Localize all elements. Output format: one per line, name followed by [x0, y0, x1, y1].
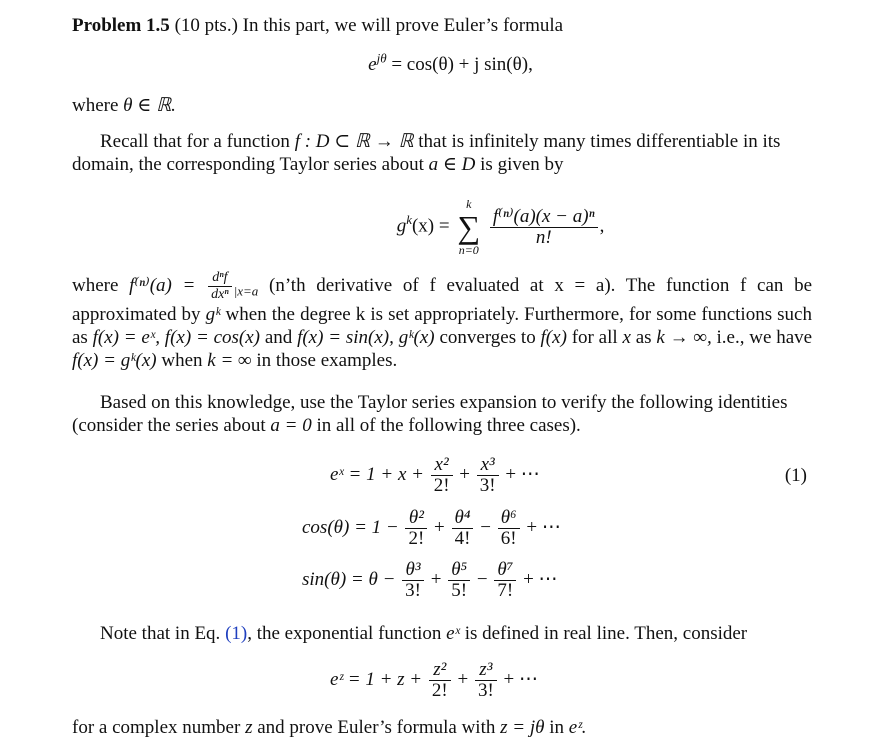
example-sin: f(x) = sin(x),	[297, 327, 394, 348]
complex-term-2	[475, 660, 497, 701]
note-ex: eˣ	[446, 623, 460, 644]
complex-t1-den: 2!	[431, 680, 448, 701]
exp-t2-num: x³	[477, 455, 499, 476]
problem-title: Problem 1.5	[72, 15, 170, 36]
final-text-1: for a complex number	[72, 717, 241, 738]
deriv-fn-a: f⁽ⁿ⁾(a) =	[129, 274, 196, 296]
note-paragraph	[72, 622, 812, 645]
conv-text: converges to	[439, 327, 536, 348]
cos-term-1	[405, 508, 427, 549]
cos-series: cos(θ) = 1 − $\frac{\text{θ²}}{2!}$ + $\frac{\text{θ⁴}}{4!}$ − $\frac{\text{θ⁶}}{6!}$ + ⋯	[302, 507, 561, 549]
equation-reference-link[interactable]: (1)	[225, 623, 248, 644]
complex-t2-num: z³	[475, 660, 497, 681]
sin-term-1	[402, 560, 424, 601]
cos-t3-den: 6!	[500, 528, 517, 549]
note-text-2: , the exponential function	[247, 623, 442, 644]
final-z: z	[245, 717, 253, 738]
equality-text: f(x) = gᵏ(x)	[72, 350, 157, 371]
euler-rhs: = cos(θ) + j sin(θ),	[391, 54, 533, 75]
note-text-3: is defined in real line. Then, consider	[464, 623, 748, 644]
equation-number: (1)	[784, 465, 807, 486]
function-signature: f : D ⊂ ℝ → ℝ	[294, 131, 414, 152]
based-text-2: in all of the following three cases).	[316, 415, 581, 436]
based-text-1: Based on this knowledge, use the Taylor series expansion to verify the following identities (consider the series about	[72, 392, 788, 436]
as-text: as	[635, 327, 652, 348]
deriv-eval: |x=a	[233, 283, 259, 299]
conv-fx: f(x)	[540, 327, 567, 348]
exp-t1-num: x²	[431, 455, 453, 476]
problem-header	[72, 14, 812, 37]
cos-term-2	[452, 508, 474, 549]
sin-series: sin(θ) = θ − $\frac{\text{θ³}}{3!}$ + $\frac{\text{θ⁵}}{5!}$ − $\frac{\text{θ⁷}}{7!}$ + ⋯	[302, 559, 558, 601]
cos-t2-den: 4!	[454, 528, 471, 549]
exp-t1-den: 2!	[433, 475, 450, 496]
deriv-gk: gᵏ	[205, 304, 221, 325]
sin-term-2	[448, 560, 470, 601]
final-line	[72, 716, 812, 739]
ie-text: i.e., we have	[716, 327, 813, 348]
exp-term-2	[477, 455, 499, 496]
recall-text-1: Recall that for a function	[100, 131, 290, 152]
deriv-den: dxⁿ	[211, 287, 229, 302]
exp-lhs: eˣ = 1 + x +	[330, 463, 424, 485]
exp-tail: + ⋯	[505, 463, 540, 485]
theta-domain: θ ∈ ℝ.	[123, 95, 176, 116]
forall-text: for all	[571, 327, 618, 348]
forall-x: x	[622, 327, 631, 348]
summation-symbol: k ∑ n=0	[457, 197, 481, 257]
exp-term-1	[431, 455, 453, 496]
problem-points: (10 pts.)	[174, 15, 238, 36]
sin-t2-den: 5!	[451, 580, 468, 601]
note-text-1: Note that in Eq.	[100, 623, 221, 644]
deriv-where: where	[72, 274, 119, 296]
sin-t3-num: θ⁷	[494, 560, 516, 581]
complex-tail: + ⋯	[503, 668, 538, 690]
when-text: when	[161, 350, 203, 371]
euler-lhs-exp: jθ	[376, 50, 387, 66]
derivative-fraction	[208, 270, 232, 303]
deriv-num: dⁿf	[208, 270, 232, 287]
a-equals-zero: a = 0	[270, 415, 312, 436]
taylor-numerator: f⁽ⁿ⁾(a)(x − a)ⁿ	[490, 207, 598, 228]
sin-t1-den: 3!	[405, 580, 421, 601]
taylor-lhs: g	[396, 215, 407, 237]
based-paragraph	[72, 391, 812, 437]
taylor-denominator: n!	[535, 226, 552, 248]
complex-lhs: eᶻ = 1 + z +	[330, 668, 423, 690]
sin-t1-num: θ³	[402, 560, 424, 581]
taylor-lhs-arg: (x) =	[411, 215, 450, 237]
example-exp: f(x) = eˣ,	[92, 327, 160, 348]
recall-paragraph	[72, 130, 812, 176]
cos-tail: + ⋯	[526, 516, 561, 538]
taylor-trail: ,	[599, 215, 605, 237]
where-theta	[72, 94, 812, 117]
deriv-and: and	[264, 327, 293, 348]
cos-t2-num: θ⁴	[452, 508, 474, 529]
final-text-2: and prove Euler’s formula with	[257, 717, 496, 738]
exp-series: eˣ = 1 + x + $\frac{\text{x²}}{2!}$ + $\frac{\text{x³}}{3!}$ + ⋯	[330, 454, 540, 496]
conv-gk: gᵏ(x)	[398, 327, 435, 348]
recall-text-2: that is infinitely many times differentiable in its domain, the corresponding Taylor series about	[72, 131, 781, 175]
cos-t1-num: θ²	[405, 508, 427, 529]
deriv-explain: (n’th derivative of f evaluated at x = a). The function f can be approximated by	[72, 274, 813, 325]
derivative-paragraph	[72, 270, 812, 372]
complex-term-1	[429, 660, 451, 701]
deriv-end: in those examples.	[256, 350, 398, 371]
taylor-lhs-sup: k	[406, 212, 412, 228]
euler-lhs: e	[368, 54, 377, 75]
complex-t1-num: z²	[429, 660, 451, 681]
final-zj: z = jθ	[500, 717, 545, 738]
complex-t2-den: 3!	[477, 680, 494, 701]
sum-lower-limit: n=0	[458, 243, 479, 257]
final-ez: eᶻ.	[568, 717, 587, 738]
where-prefix: where	[72, 95, 119, 116]
cos-t1-den: 2!	[408, 528, 425, 549]
complex-exp-series: eᶻ = 1 + z + $\frac{\text{z²}}{2!}$ + $\frac{\text{z³}}{3!}$ + ⋯	[330, 659, 538, 701]
taylor-series-equation	[0, 196, 881, 258]
cos-lhs: cos(θ) = 1 −	[302, 516, 399, 538]
a-in-domain: a ∈ D	[428, 154, 476, 175]
euler-formula	[0, 50, 881, 76]
example-cos: f(x) = cos(x)	[164, 327, 261, 348]
sin-tail: + ⋯	[523, 568, 558, 590]
recall-text-3: is given by	[480, 154, 564, 175]
limit-text: k → ∞,	[656, 327, 712, 348]
cos-term-3	[498, 508, 520, 549]
k-infinity: k = ∞	[207, 350, 252, 371]
sin-t3-den: 7!	[497, 580, 514, 601]
cos-t3-num: θ⁶	[498, 508, 520, 529]
taylor-term-fraction	[490, 207, 598, 248]
sin-lhs: sin(θ) = θ −	[302, 568, 396, 590]
sin-t2-num: θ⁵	[448, 560, 470, 581]
sum-upper-limit: k	[466, 197, 472, 211]
problem-intro: In this part, we will prove Euler’s formula	[242, 15, 564, 36]
exp-t2-den: 3!	[479, 475, 496, 496]
final-in: in	[549, 717, 564, 738]
deriv-explain-2: when the degree k is set appropriately. Furthermore, for some functions such as	[72, 304, 812, 348]
sin-term-3	[494, 560, 516, 601]
